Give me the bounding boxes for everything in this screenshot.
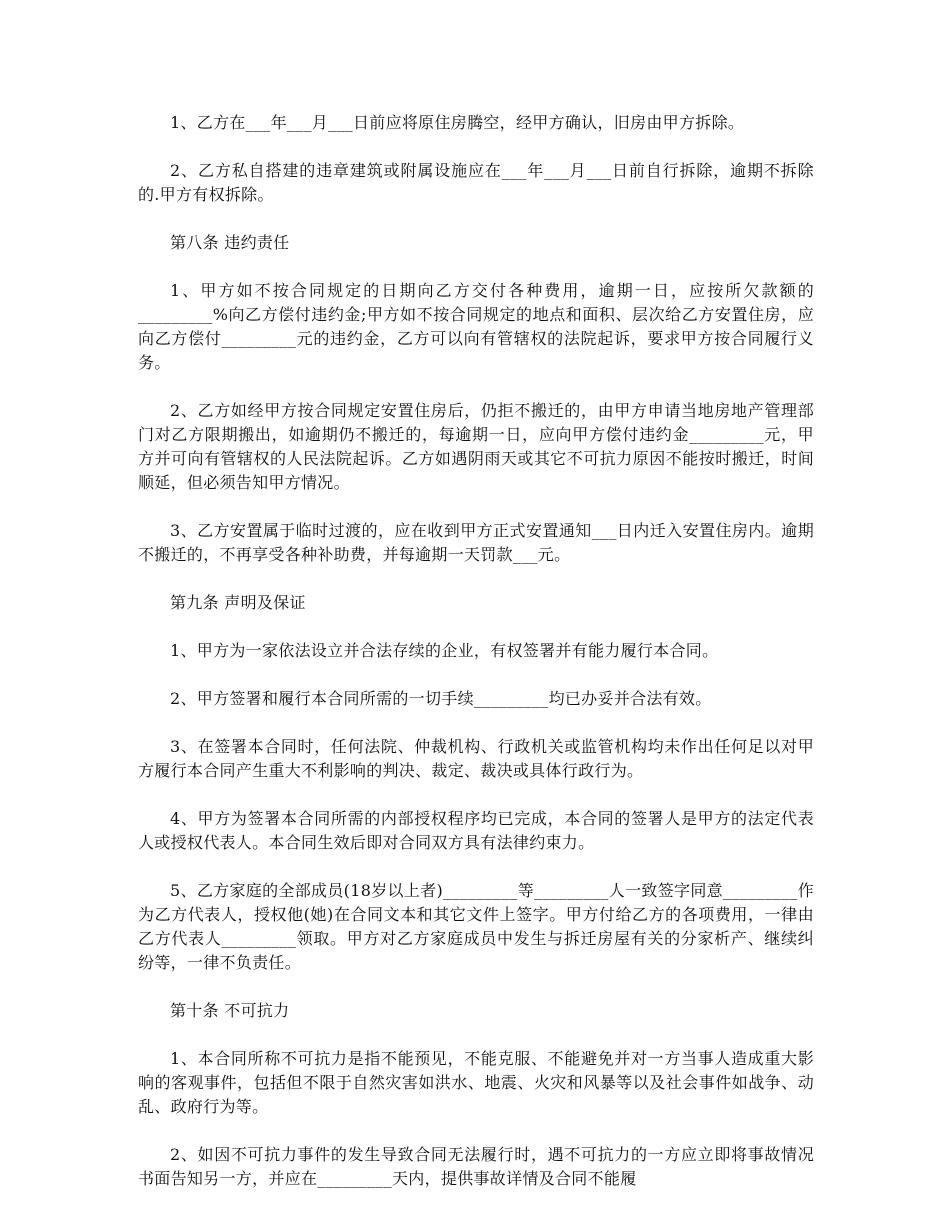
clause-8-item-3: 3、乙方安置属于临时过渡的，应在收到甲方正式安置通知___日内迁入安置住房内。逾期不搬迁的，不再享受各种补助费，并每逾期一天罚款___元。 (138, 521, 814, 564)
clause-9-item-4: 4、甲方为签署本合同所需的内部授权程序均已完成，本合同的签署人是甲方的法定代表人或授权代表人。本合同生效后即对合同双方具有法律约束力。 (138, 809, 814, 852)
article-8-heading: 第八条 违约责任 (170, 233, 290, 252)
clause-8-item-2: 2、乙方如经甲方按合同规定安置住房后，仍拒不搬迁的，由甲方申请当地房地产管理部门对乙方限期搬出，如逾期仍不搬迁的，每逾期一日，应向甲方偿付违约金_________元，甲方并可向有管辖权的人民法院起诉。乙方如遇阴雨天或其它不可抗力原因不能按时搬迁，时间顺延，但必须告知甲方情况。 (138, 401, 814, 492)
clause-7-item-2: 2、乙方私自搭建的违章建筑或附属设施应在___年___月___日前自行拆除，逾期不拆除的.甲方有权拆除。 (138, 161, 814, 204)
clause-10-item-2: 2、如因不可抗力事件的发生导致合同无法履行时，遇不可抗力的一方应立即将事故情况书面告知另一方，并应在_________天内，提供事故详情及合同不能履 (138, 1145, 814, 1188)
clause-9-item-5: 5、乙方家庭的全部成员(18岁以上者)_________等_________人一致签字同意_________作为乙方代表人，授权他(她)在合同文本和其它文件上签字。甲方付给乙方的各项费用，一律由乙方代表人_________领取。甲方对乙方家庭成员中发生与拆迁房屋有关的分家析产、继续纠纷等，一律不负责任。 (138, 881, 814, 972)
article-10-heading: 第十条 不可抗力 (170, 1001, 290, 1020)
clause-9-item-2: 2、甲方签署和履行本合同所需的一切手续_________均已办妥并合法有效。 (170, 689, 712, 708)
clause-8-item-1: 1、甲方如不按合同规定的日期向乙方交付各种费用，逾期一日，应按所欠款额的_________%向乙方偿付违约金;甲方如不按合同规定的地点和面积、层次给乙方安置住房，应向乙方偿付_________元的违约金，乙方可以向有管辖权的法院起诉，要求甲方按合同履行义务。 (138, 281, 814, 372)
article-9-heading: 第九条 声明及保证 (170, 593, 306, 612)
clause-9-item-3: 3、在签署本合同时，任何法院、仲裁机构、行政机关或监管机构均未作出任何足以对甲方履行本合同产生重大不利影响的判决、裁定、裁决或具体行政行为。 (138, 737, 814, 780)
clause-7-item-1: 1、乙方在___年___月___日前应将原住房腾空，经甲方确认，旧房由甲方拆除。 (170, 113, 745, 132)
clause-9-item-1: 1、甲方为一家依法设立并合法存续的企业，有权签署并有能力履行本合同。 (170, 641, 719, 660)
document-body (138, 111, 814, 1215)
clause-10-item-1: 1、本合同所称不可抗力是指不能预见，不能克服、不能避免并对一方当事人造成重大影响的客观事件，包括但不限于自然灾害如洪水、地震、火灾和风暴等以及社会事件如战争、动乱、政府行为等。 (138, 1049, 814, 1116)
